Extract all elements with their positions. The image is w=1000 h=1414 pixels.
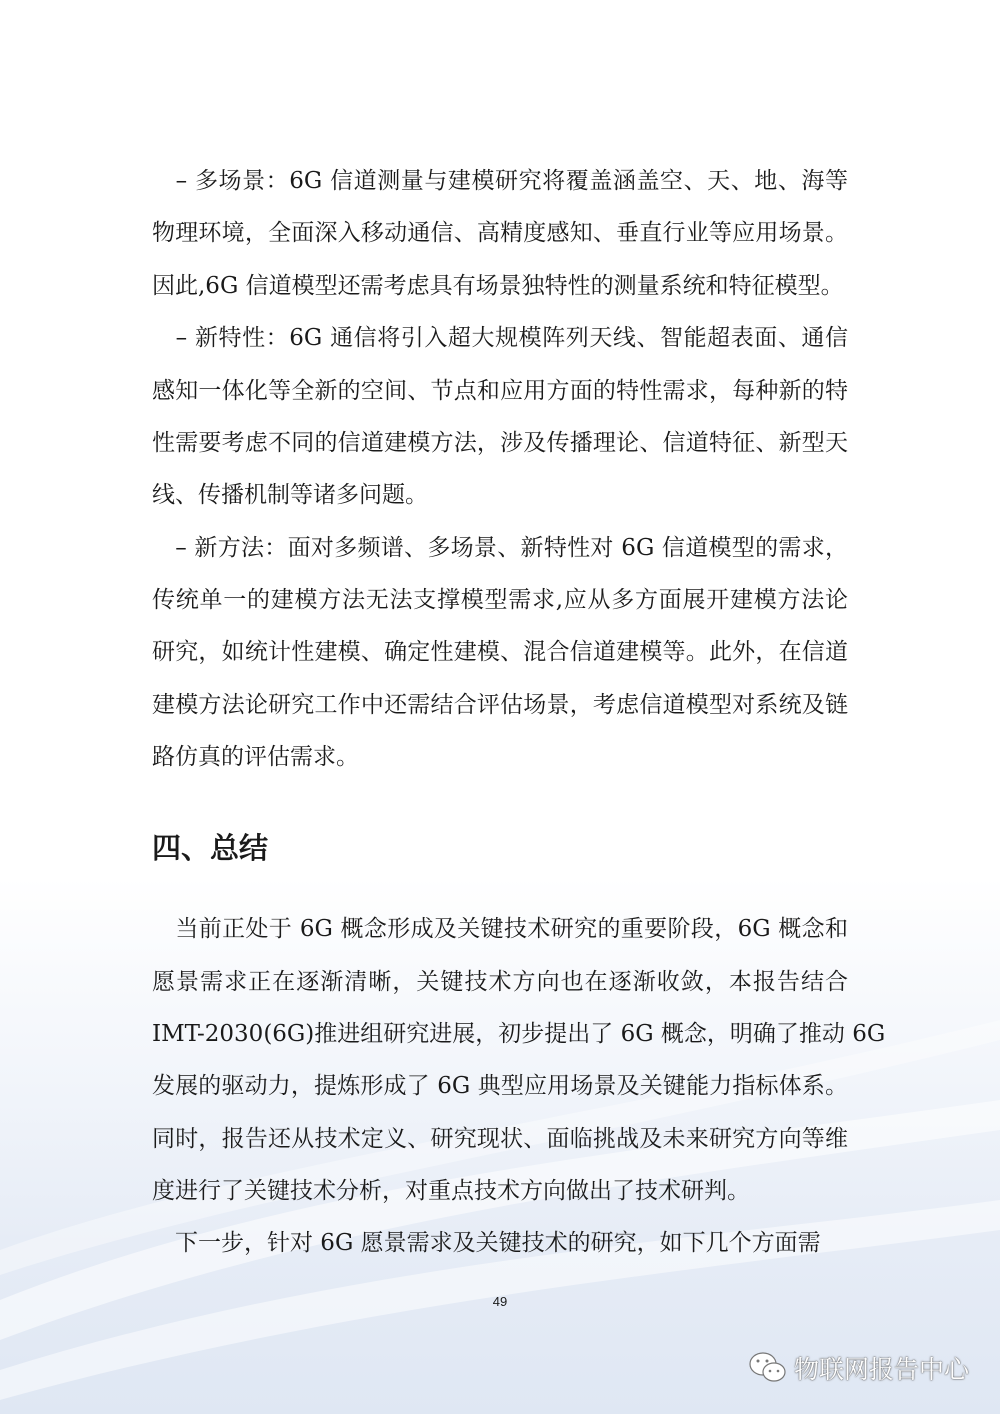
text-line: 因此,6G 信道模型还需考虑具有场景独特性的测量系统和特征模型。 [152,273,844,299]
text-line: 愿景需求正在逐渐清晰，关键技术方向也在逐渐收敛，本报告结合 [152,969,848,995]
text-line: 研究，如统计性建模、确定性建模、混合信道建模等。此外，在信道 [152,639,848,665]
text-line: – 多场景：6G 信道测量与建模研究将覆盖涵盖空、天、地、海等 [152,168,848,194]
text-line: 路仿真的评估需求。 [152,744,359,770]
text-line: – 新方法：面对多频谱、多场景、新特性对 6G 信道模型的需求， [152,535,848,561]
text-line: 传统单一的建模方法无法支撑模型需求,应从多方面展开建模方法论 [152,587,848,613]
text-line: 建模方法论研究工作中还需结合评估场景，考虑信道模型对系统及链 [152,692,848,718]
text-line: IMT-2030(6G)推进组研究进展，初步提出了 6G 概念，明确了推动 6G [152,1021,886,1047]
text-line: 线、传播机制等诸多问题。 [152,482,428,508]
text-line: 发展的驱动力，提炼形成了 6G 典型应用场景及关键能力指标体系。 [152,1073,848,1099]
text-line: 下一步，针对 6G 愿景需求及关键技术的研究，如下几个方面需 [152,1230,821,1256]
text-line: 感知一体化等全新的空间、节点和应用方面的特性需求，每种新的特 [152,378,848,404]
wechat-icon [748,1351,788,1385]
text-line: – 新特性：6G 通信将引入超大规模阵列天线、智能超表面、通信 [152,325,848,351]
text-line: 度进行了关键技术分析，对重点技术方向做出了技术研判。 [152,1178,750,1204]
text-line: 同时，报告还从技术定义、研究现状、面临挑战及未来研究方向等维 [152,1126,848,1152]
text-line: 物理环境，全面深入移动通信、高精度感知、垂直行业等应用场景。 [152,220,848,246]
watermark [748,1350,969,1386]
watermark-text: 物联网报告中心 [794,1355,970,1384]
section-heading: 四、总结 [152,831,269,865]
text-line: 性需要考虑不同的信道建模方法，涉及传播理论、信道特征、新型天 [152,430,848,456]
text-line: 当前正处于 6G 概念形成及关键技术研究的重要阶段，6G 概念和 [152,916,848,942]
page-number: 49 [492,1294,508,1309]
